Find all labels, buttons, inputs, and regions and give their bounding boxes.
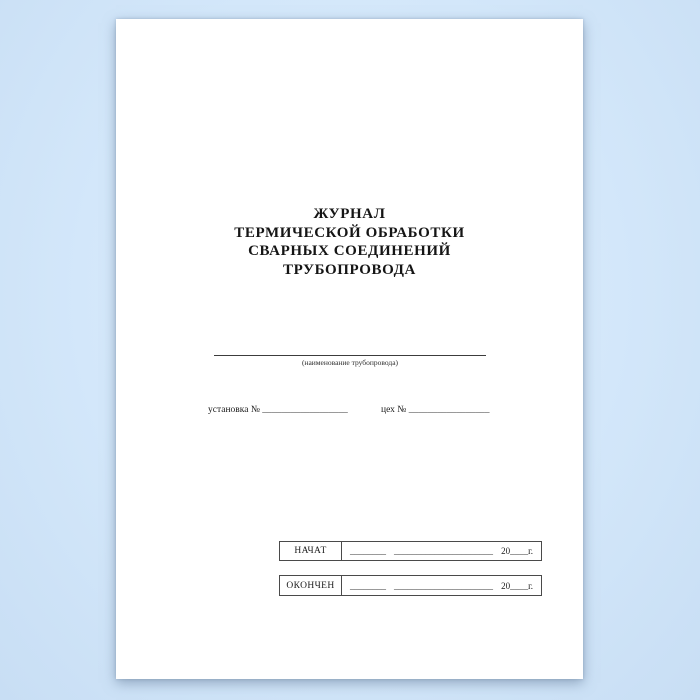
- title-line-2: ТЕРМИЧЕСКОЙ ОБРАБОТКИ: [234, 224, 465, 241]
- document-page: [116, 19, 583, 679]
- shop-label: цех №: [381, 405, 407, 415]
- finished-year-blank: ____: [510, 580, 529, 591]
- started-year: [501, 546, 533, 556]
- title-line-4: ТРУБОПРОВОДА: [283, 261, 416, 278]
- document-title: [116, 205, 583, 279]
- pipeline-name-caption: (наименование трубопровода): [301, 358, 399, 367]
- started-year-prefix: 20: [501, 546, 511, 556]
- finished-blank-2: ______________________: [394, 580, 493, 591]
- started-label: НАЧАТ: [280, 542, 342, 560]
- started-row: [279, 541, 542, 561]
- started-year-blank: ____: [510, 546, 529, 556]
- installation-label: установка №: [208, 405, 260, 415]
- started-year-suffix: г.: [528, 546, 533, 556]
- shop-blank: _________________: [408, 405, 490, 415]
- unit-row: [116, 405, 583, 421]
- installation-blank: __________________: [262, 405, 348, 415]
- finished-row: [279, 575, 542, 596]
- pipeline-name-field: [214, 355, 486, 367]
- title-line-1: ЖУРНАЛ: [313, 206, 386, 222]
- started-blank-2: ______________________: [394, 546, 493, 556]
- finished-year-prefix: 20: [501, 580, 511, 591]
- finished-year-suffix: г.: [528, 580, 533, 591]
- pipeline-name-blank-line: [214, 355, 486, 356]
- shop-field: [381, 405, 490, 415]
- finished-label: ОКОНЧЕН: [280, 576, 342, 595]
- title-line-3: СВАРНЫХ СОЕДИНЕНИЙ: [248, 243, 451, 259]
- started-value-cell: [342, 542, 541, 560]
- finished-blank-1: ________: [350, 580, 386, 591]
- finished-value-cell: [342, 576, 541, 595]
- started-blank-1: ________: [350, 546, 386, 556]
- installation-field: [208, 405, 348, 415]
- finished-year: [501, 581, 533, 591]
